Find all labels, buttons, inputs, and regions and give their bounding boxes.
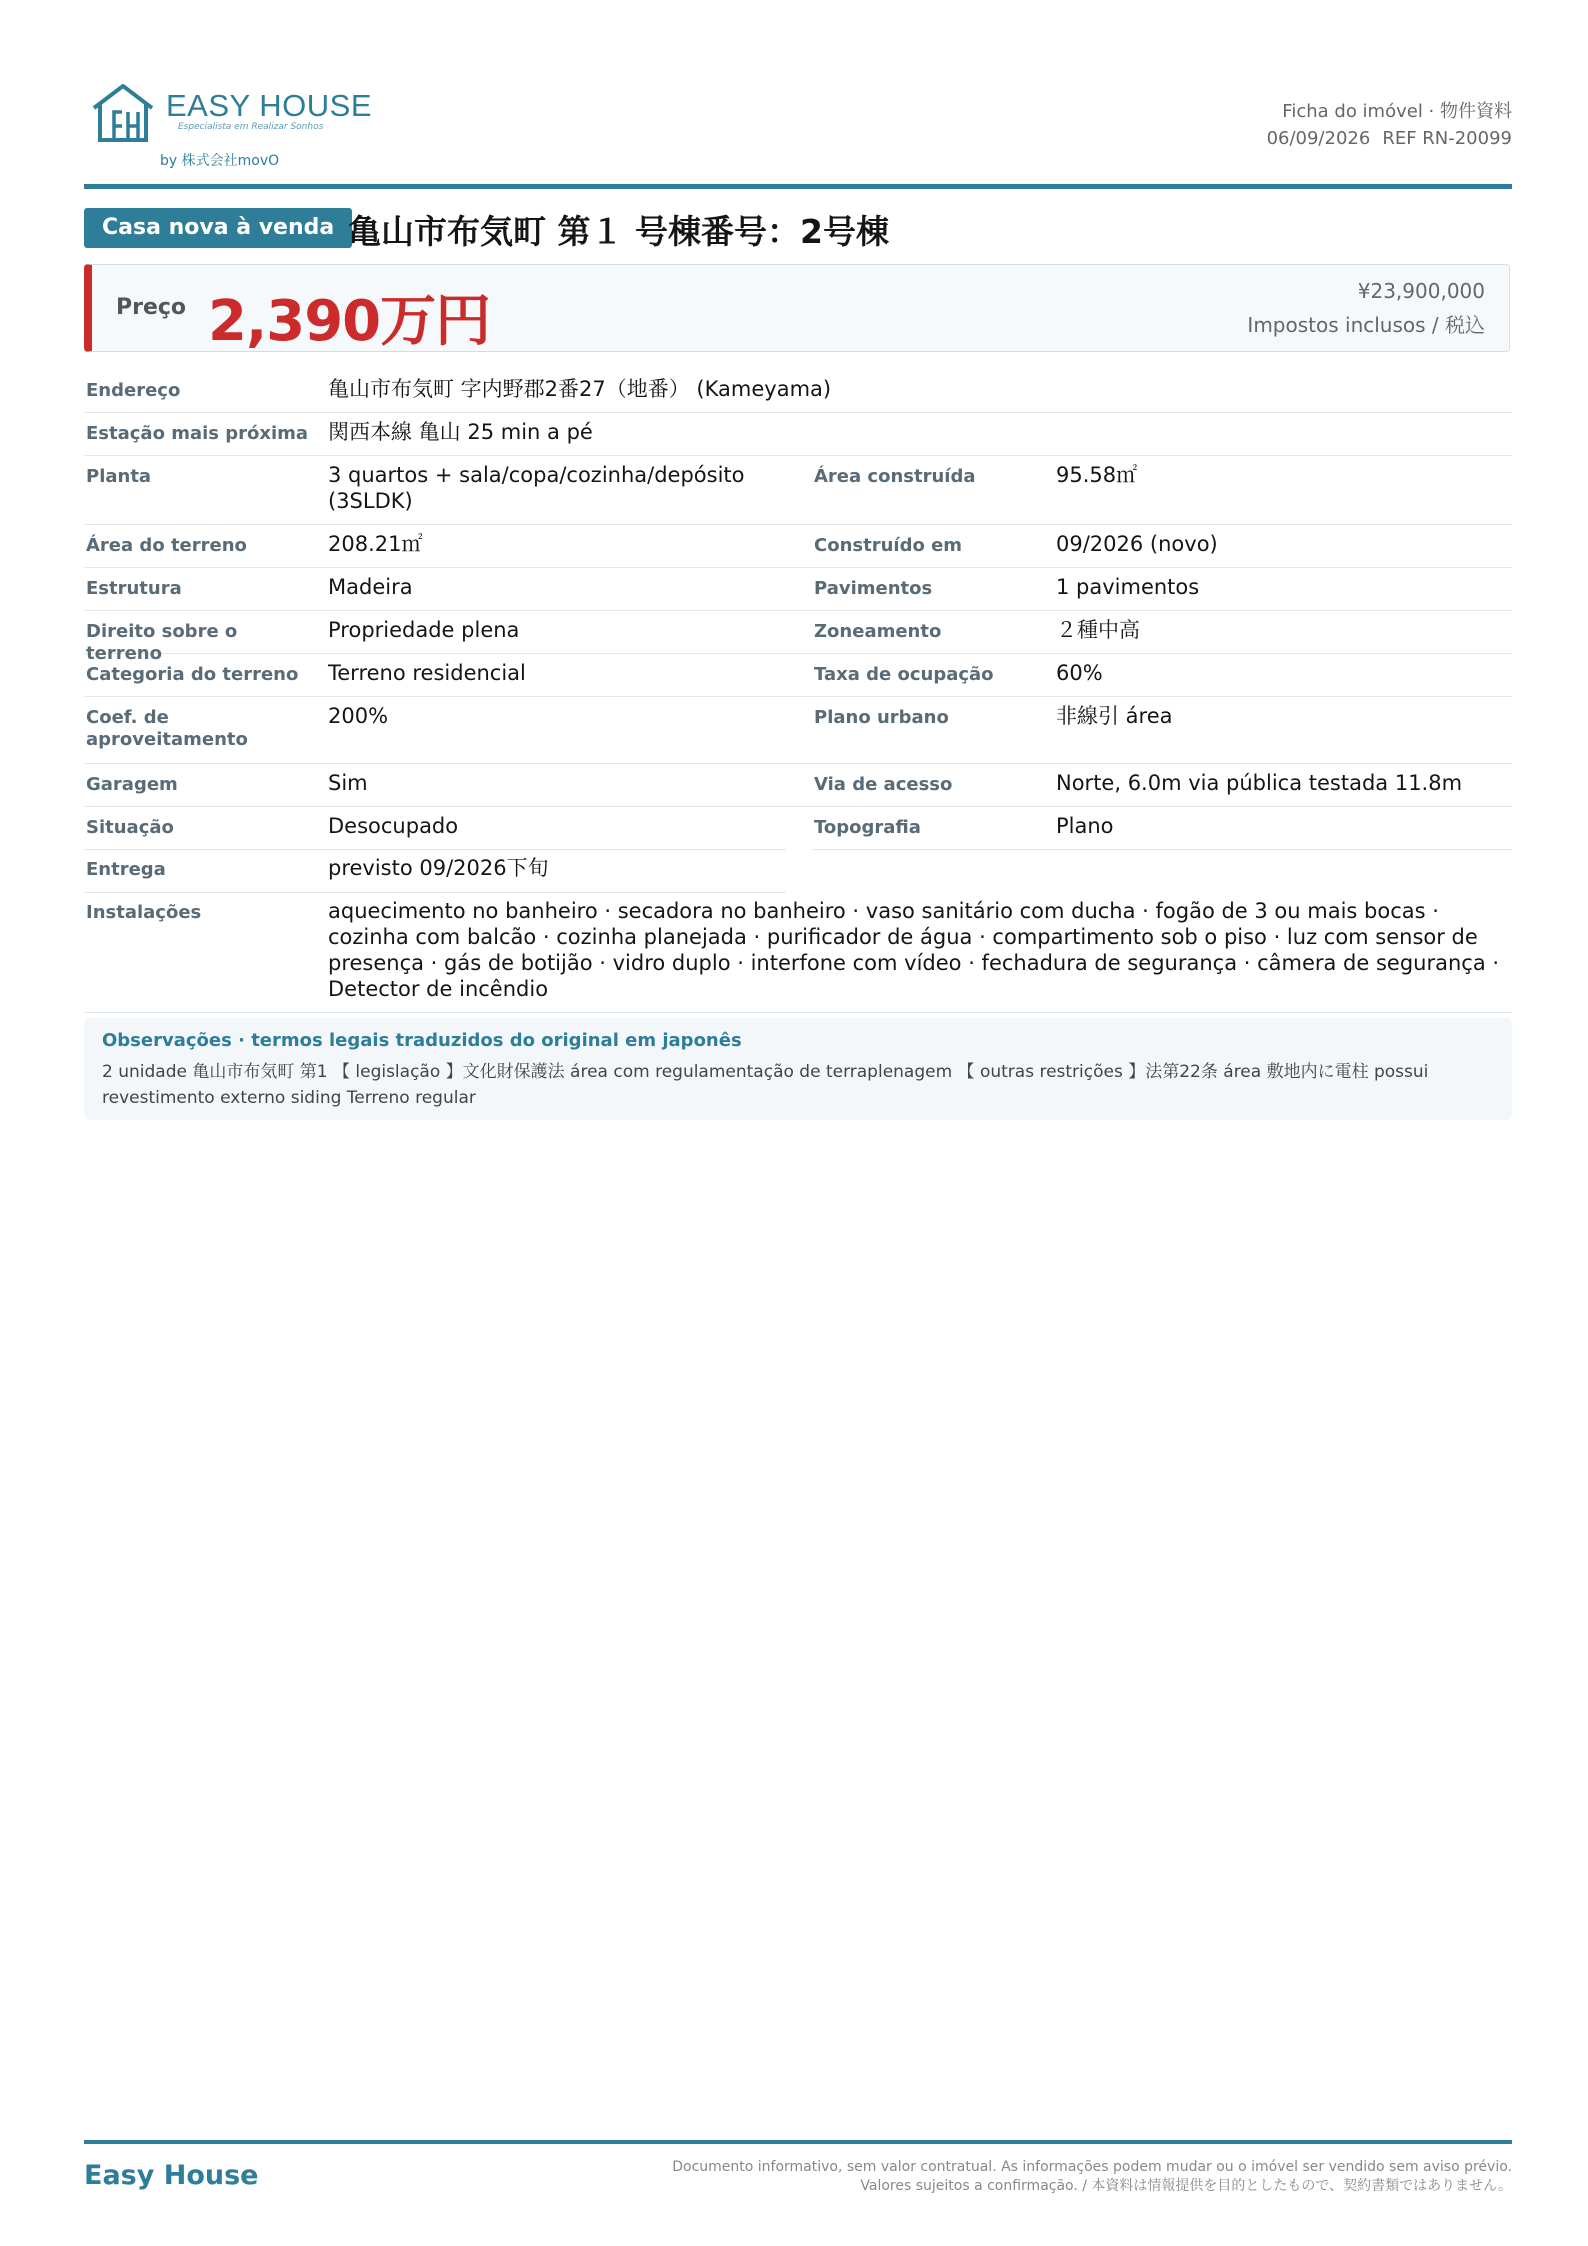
spec-value: previsto 09/2026下旬 <box>328 856 549 880</box>
spec-label: Planta <box>86 466 152 487</box>
spec-value: 95.58㎡ <box>1056 463 1138 487</box>
notes-title: Observações · termos legais traduzidos do original em japonês <box>102 1030 742 1051</box>
spec-value: Terreno residencial <box>328 661 526 685</box>
spec-row <box>84 413 1512 456</box>
spec-label: Zoneamento <box>814 621 942 642</box>
spec-value: 09/2026 (novo) <box>1056 532 1218 556</box>
spec-value: Plano <box>1056 814 1114 838</box>
spec-value: Desocupado <box>328 814 459 838</box>
spec-value: ２種中高 <box>1056 618 1140 642</box>
spec-row <box>84 849 1512 892</box>
spec-value: 208.21㎡ <box>328 532 423 556</box>
brand-by: by 株式会社movO <box>160 153 280 169</box>
doc-label: Ficha do imóvel · 物件資料 <box>1282 101 1512 122</box>
spec-value: 200% <box>328 704 389 728</box>
spec-label: Área construída <box>814 466 976 487</box>
brand-tagline: Especialista em Realizar Sonhos <box>178 122 324 132</box>
facilities-value: aquecimento no banheiro · secadora no banheiro · vaso sanitário com ducha · fogão de 3 ou mais bocas · cozinha com balcão · cozinha planejada · purificador de água · compartimento sob o piso · luz com sensor de presença · gás de botijão · vidro duplo · interfone com vídeo · fechadura de segurança · câmera de segurança · Detector de incêndio <box>328 899 1500 1001</box>
price-label: Preço <box>116 295 187 320</box>
price-tax-note: Impostos inclusos / 税込 <box>1247 313 1485 337</box>
spec-label: Pavimentos <box>814 578 933 599</box>
footer-disclaimer: Documento informativo, sem valor contratual. As informações podem mudar ou o imóvel ser vendido sem aviso prévio. Valores sujeitos a confirmação. / 本資料は情報提供を目的としたもので、契約書類ではありません。 <box>672 2159 1512 2194</box>
spec-row <box>84 370 1512 413</box>
spec-row <box>84 892 1512 1013</box>
spec-label: Estação mais próxima <box>86 423 309 444</box>
spec-value: 関西本線 亀山 25 min a pé <box>328 420 593 444</box>
spec-label: Estrutura <box>86 578 182 599</box>
spec-label: Via de acesso <box>814 774 953 795</box>
spec-value: Norte, 6.0m via pública testada 11.8m <box>1056 771 1463 795</box>
spec-label: Instalações <box>86 902 202 923</box>
spec-label: Topografia <box>814 817 921 838</box>
spec-value: 3 quartos + sala/copa/cozinha/depósito (3SLDK) <box>328 463 745 513</box>
notes-box <box>84 1018 1512 1120</box>
spec-row <box>84 764 1512 807</box>
spec-label: Taxa de ocupação <box>814 664 994 685</box>
spec-row <box>84 654 1512 697</box>
header-divider <box>84 184 1512 189</box>
price-value: 2,390万円 <box>208 289 491 354</box>
spec-value: Propriedade plena <box>328 618 520 642</box>
spec-row <box>84 611 1512 664</box>
spec-label: Endereço <box>86 380 181 401</box>
notes-text: 2 unidade 亀山市布気町 第1 【 legislação 】文化財保護法 área com regulamentação de terraplenagem 【 outras restrições 】法第22条 área 敷地内に電柱 possui revestimento externo siding Terreno regular <box>102 1062 1429 1108</box>
spec-label: Situação <box>86 817 174 838</box>
spec-label: Área do terreno <box>86 535 247 556</box>
spec-label: Garagem <box>86 774 178 795</box>
spec-label: Entrega <box>86 859 166 880</box>
spec-row <box>84 525 1512 568</box>
spec-value: Madeira <box>328 575 413 599</box>
listing-badge: Casa nova à venda <box>84 208 352 248</box>
spec-value: 非線引 área <box>1056 704 1173 728</box>
spec-value: Sim <box>328 771 368 795</box>
spec-row <box>84 807 1512 849</box>
spec-value: 亀山市布気町 字内野郡2番27（地番） (Kameyama) <box>328 377 832 401</box>
spec-label: Plano urbano <box>814 707 949 728</box>
footer-divider <box>84 2140 1512 2144</box>
price-box <box>84 264 1510 352</box>
spec-label: Construído em <box>814 535 963 556</box>
spec-label: Coef. de aproveitamento <box>86 707 248 750</box>
brand-name: EASY HOUSE <box>166 88 373 123</box>
spec-row <box>84 568 1512 611</box>
doc-date: 06/09/2026 <box>1266 128 1371 149</box>
spec-table <box>84 370 1512 1013</box>
price-yen: ¥23,900,000 <box>1357 279 1485 303</box>
listing-title: 亀山市布気町 第１ 号棟番号：2号棟 <box>348 212 889 251</box>
spec-label: Categoria do terreno <box>86 664 299 685</box>
house-logo-icon <box>90 82 156 144</box>
spec-value: 60% <box>1056 661 1103 685</box>
brand-logo <box>90 82 390 172</box>
spec-row <box>84 456 1512 525</box>
footer-brand: Easy House <box>84 2160 259 2191</box>
spec-label: Direito sobre o terreno <box>86 621 238 664</box>
spec-value: 1 pavimentos <box>1056 575 1200 599</box>
doc-info <box>1267 98 1512 152</box>
doc-ref: REF RN-20099 <box>1382 128 1512 149</box>
spec-row <box>84 697 1512 764</box>
